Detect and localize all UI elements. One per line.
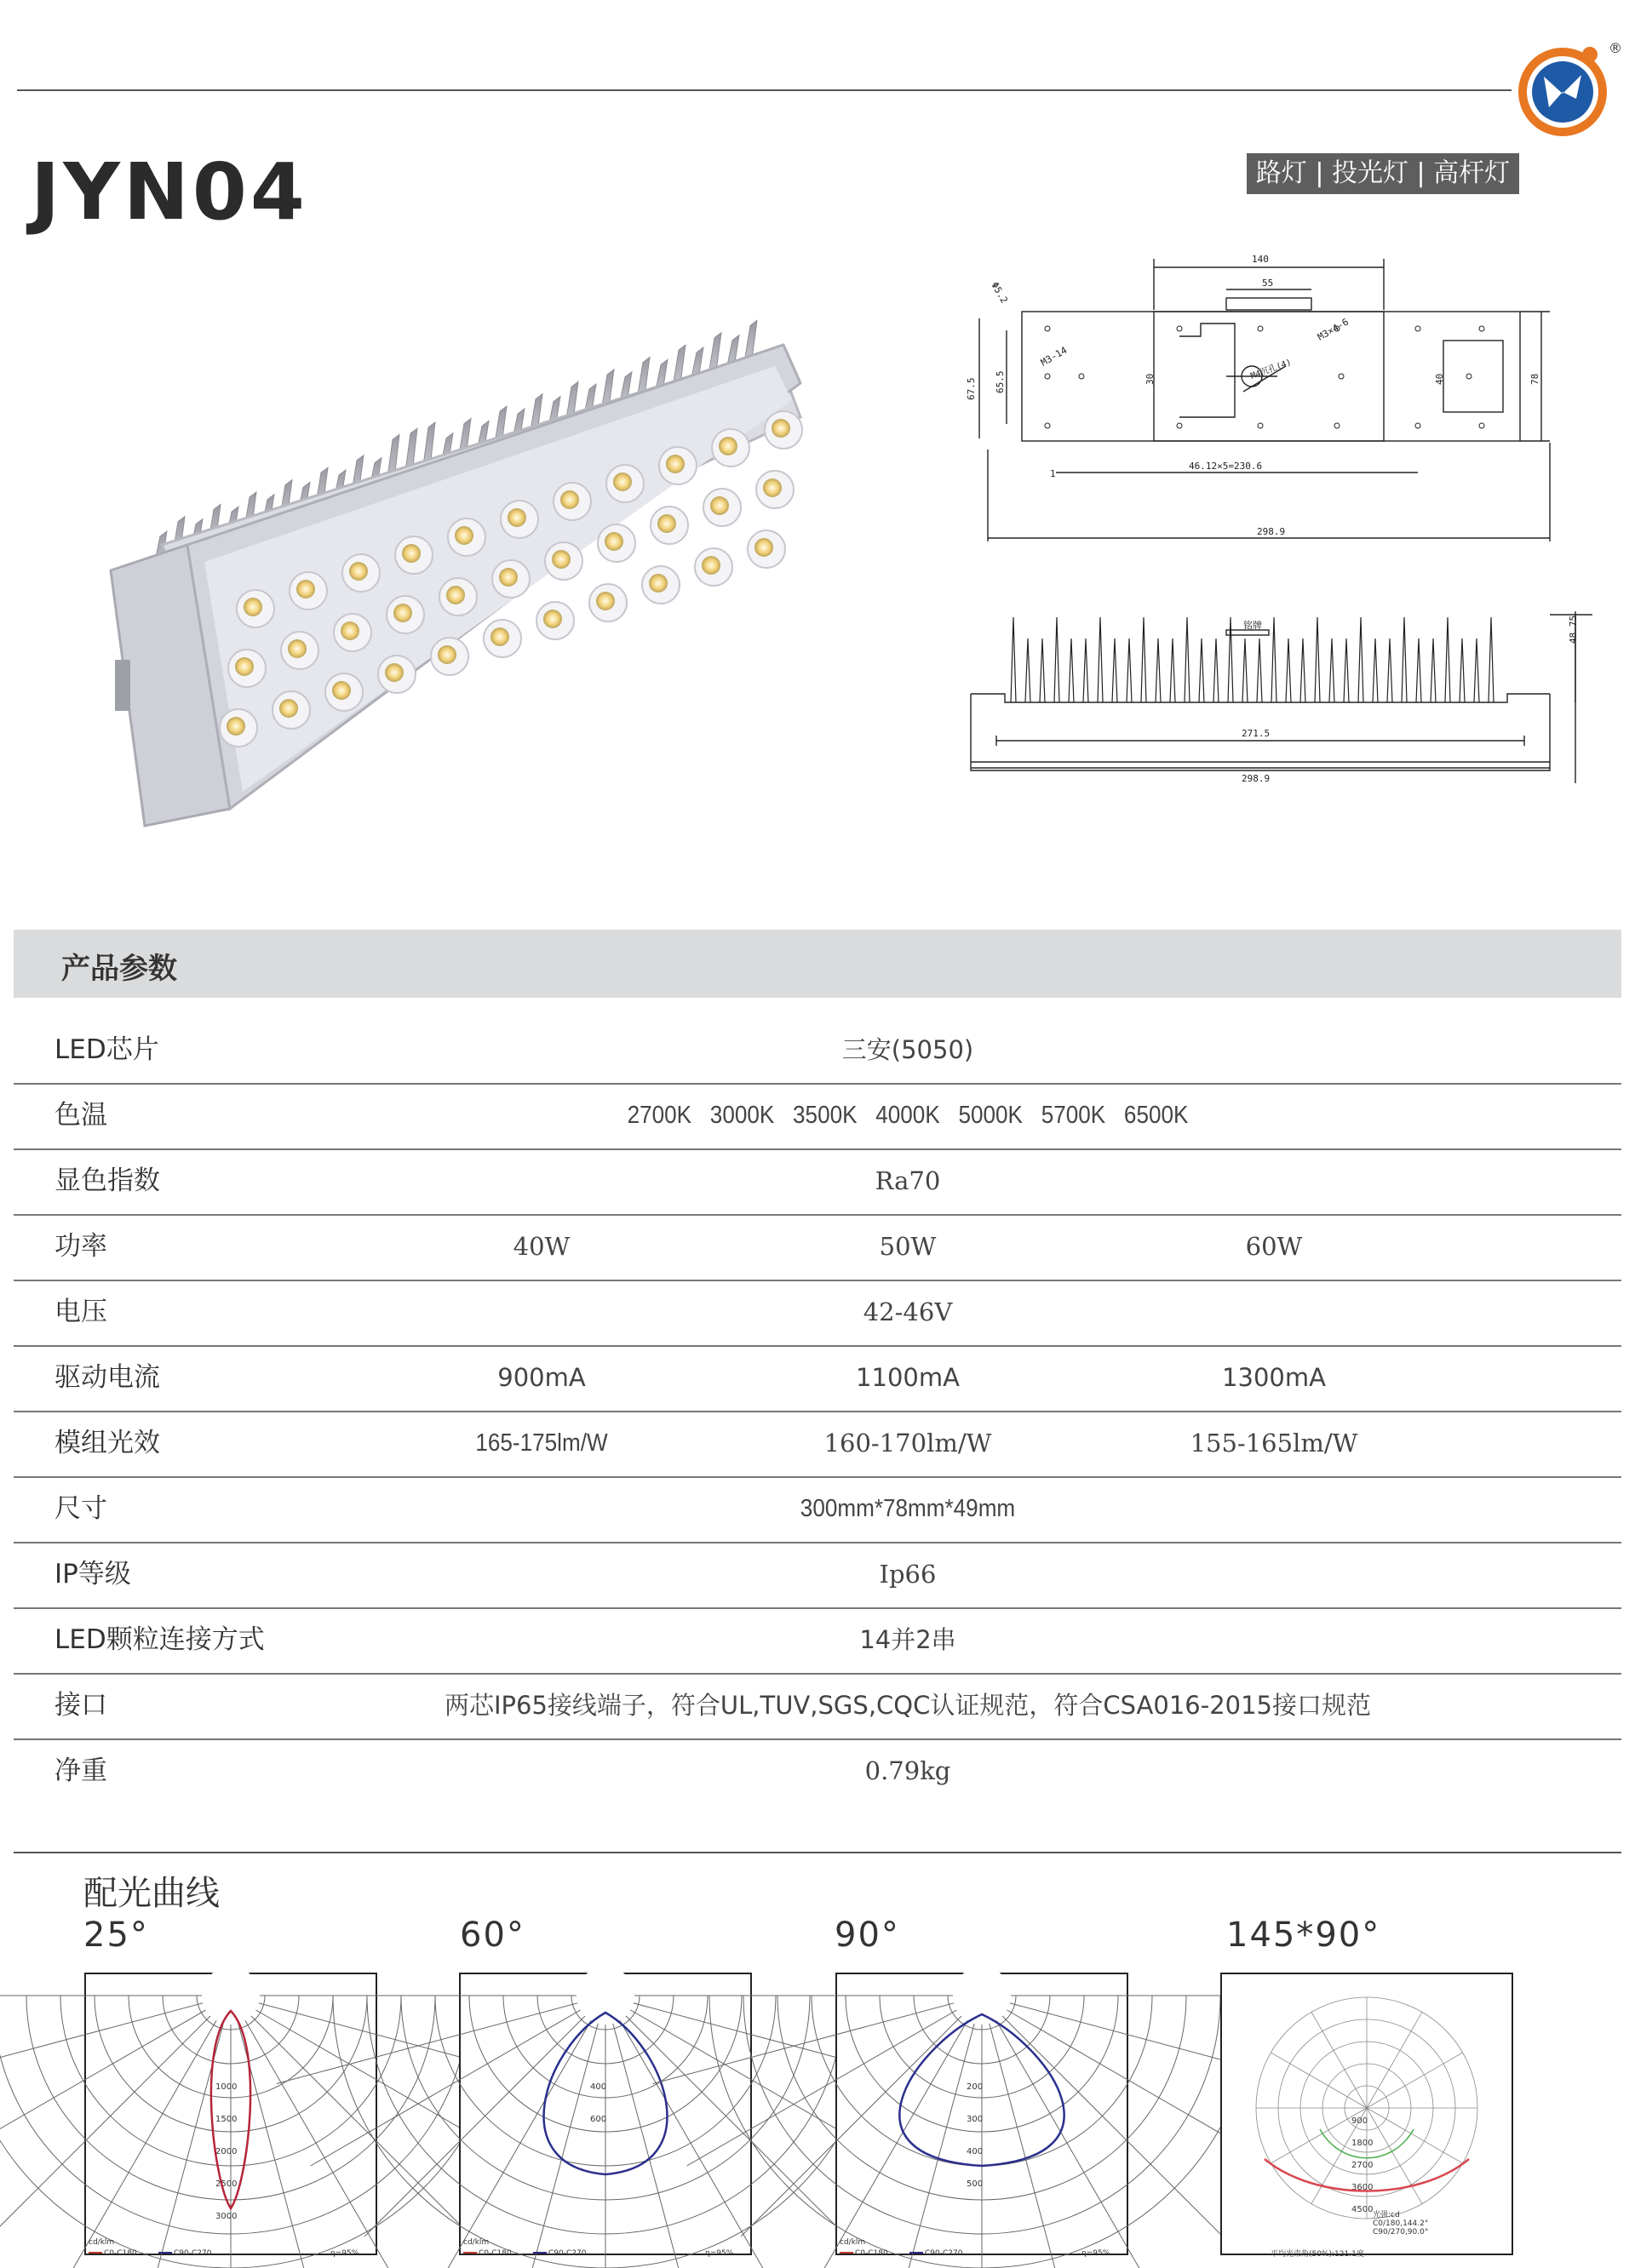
dim-1: 1 [1050,468,1056,479]
dim-655: 65.5 [995,370,1006,393]
param-row-size [14,1476,1621,1544]
params-header-band [14,930,1621,998]
legend-efficiency: η=95% [1081,2249,1110,2258]
led-chip [508,508,526,527]
param-label: 功率 [54,1231,107,1262]
param-value: 2700K 3000K 3500K 4000K 5000K 5700K 6500K [627,1102,1189,1129]
led-chip [666,455,685,473]
param-row-voltage [14,1280,1621,1347]
led-chip [455,526,473,545]
param-label: 显色指数 [54,1166,160,1196]
curves-title: 配光曲线 [83,1874,220,1913]
dim-m4-hole: M4沉孔(4) [1249,358,1294,381]
top-divider [17,89,1512,91]
legend-text: C90/270,90.0° [1373,2228,1429,2236]
param-value: 900mA [497,1363,586,1392]
param-value: Ip66 [879,1560,937,1589]
polar-chart-60 [458,1972,753,2263]
param-row-color-temp [14,1083,1621,1150]
led-chip [393,604,412,622]
param-label: LED颗粒连接方式 [54,1624,265,1655]
ring-label: 2000 [215,2147,238,2156]
param-value: 155-165lm/W [1190,1429,1358,1458]
param-label: 驱动电流 [54,1362,160,1393]
led-chip [754,538,773,557]
led-chip [446,586,465,604]
registered-mark: ® [1609,40,1622,56]
legend-efficiency: η=95% [705,2249,734,2258]
ring-label: 400 [590,2082,607,2092]
ring-label: 500 [967,2179,984,2189]
led-chip [772,419,790,438]
led-chip [490,627,509,646]
param-value: 160-170lm/W [823,1429,992,1458]
ring-label: 4500 [1351,2205,1374,2214]
param-value: 50W [879,1232,937,1261]
param-label: IP等级 [54,1559,131,1589]
dim-2989-top: 298.9 [1257,526,1286,537]
ring-label: 2500 [215,2179,238,2189]
ring-label: 600 [590,2115,607,2124]
dim-phi52: Φ5.2 [989,280,1010,306]
param-value: 1100mA [856,1363,960,1392]
param-value: 两芯IP65接线端子，符合UL,TUV,SGS,CQC认证规范，符合CSA016-2015接口规范 [444,1691,1372,1720]
led-chip [552,550,571,569]
ring-label: 3600 [1351,2183,1374,2192]
led-chip [596,592,615,610]
dim-55: 55 [1262,278,1274,289]
legend-efficiency: η=95% [330,2249,359,2258]
led-chip [613,472,632,491]
dim-40: 40 [1434,373,1445,385]
application-tags: 路灯 | 投光灯 | 高杆灯 [1247,153,1519,194]
param-row-connection [14,1607,1621,1675]
dim-m3-14: M3-14 [1039,344,1070,369]
param-row-weight [14,1738,1621,1804]
param-value: 300mm*78mm*49mm [800,1495,1016,1522]
technical-drawing-top-view [962,247,1558,553]
params-title: 产品参数 [61,952,177,986]
dim-m3x4-6: M3×4-6 [1316,316,1351,343]
dim-4875: 48.75 [1568,615,1579,644]
ring-label: 2700 [1351,2161,1374,2170]
dim-2715: 271.5 [1242,728,1271,739]
ring-label: 1800 [1351,2139,1374,2148]
param-value: 三安(5050) [841,1035,974,1064]
curve-angle-label: 90° [835,1916,900,1955]
led-chip [560,490,579,509]
param-label: LED芯片 [54,1034,159,1065]
led-chip [279,699,298,718]
led-chip [349,562,368,581]
legend-c90: C90-C270 [925,2249,963,2258]
ring-label: 1500 [215,2115,238,2124]
ring-label: 1000 [215,2082,238,2092]
legend-c90: C90-C270 [548,2249,587,2258]
ring-label: 3000 [215,2212,238,2221]
param-value: 165-175lm/W [475,1429,608,1457]
polar-chart-145x90 [1219,1972,1514,2263]
param-value: 14并2串 [859,1625,956,1654]
led-chip [341,621,359,640]
led-chip [710,496,729,515]
legend-text: 平均光束角(50%):121.1度 [1271,2250,1364,2259]
param-row-ip [14,1542,1621,1609]
curve-angle-label: 145*90° [1226,1916,1381,1955]
param-value: 40W [513,1232,571,1261]
dim-pitch: 46.12×5=230.6 [1189,461,1263,472]
param-row-cri [14,1148,1621,1216]
param-label: 接口 [54,1690,107,1721]
param-value: 60W [1245,1232,1303,1261]
dim-140: 140 [1252,254,1269,265]
led-chip [385,663,404,682]
param-label: 电压 [54,1297,107,1327]
param-label: 色温 [54,1100,107,1131]
brand-logo-icon [1510,32,1621,143]
led-chip [499,568,518,587]
param-label: 净重 [54,1755,107,1786]
led-chip [227,717,245,736]
ring-label: 900 [1351,2116,1368,2126]
ring-label: 300 [967,2115,984,2124]
led-chip [332,681,351,700]
param-row-efficacy [14,1411,1621,1478]
led-chip [543,610,562,628]
curves-divider [14,1852,1621,1853]
param-value: 1300mA [1222,1363,1326,1392]
legend-unit: cd/klm [89,2238,115,2247]
legend-unit: cd/klm [463,2238,490,2247]
model-title: JYN04 [31,146,308,238]
product-photo [60,315,818,834]
polar-chart-90 [835,1972,1129,2263]
dim-30: 30 [1144,373,1156,385]
ring-label: 200 [967,2082,984,2092]
led-chip [296,580,315,598]
led-chip [402,544,421,563]
param-value: Ra70 [875,1166,941,1195]
led-chip [235,657,254,676]
param-label: 模组光效 [54,1428,160,1458]
param-value: 0.79kg [864,1756,951,1785]
technical-drawing-side-view [962,596,1579,792]
led-chip [763,478,782,497]
dim-78: 78 [1529,373,1540,385]
legend-c90: C90-C270 [174,2249,212,2258]
legend-c0: C0-C180 [855,2249,888,2258]
led-chip [702,556,720,575]
ring-label: 400 [967,2147,984,2156]
led-chip [605,532,623,551]
dim-675: 67.5 [966,377,977,400]
led-chip [657,514,676,533]
legend-c0: C0-C180 [104,2249,137,2258]
curve-angle-label: 60° [460,1916,525,1955]
dim-2989-side: 298.9 [1242,773,1271,784]
curve-angle-label: 25° [83,1916,149,1955]
param-label: 尺寸 [54,1493,107,1524]
param-row-interface [14,1673,1621,1740]
param-row-power [14,1214,1621,1281]
legend-text: C0/180,144.2° [1373,2219,1429,2228]
param-row-led-chip [14,1017,1621,1085]
param-row-drive-current [14,1345,1621,1412]
legend-unit: cd/klm [840,2238,866,2247]
led-chip [244,598,262,616]
led-chip [649,574,668,593]
param-value: 42-46V [863,1297,953,1326]
legend-text: 光强:cd [1373,2211,1400,2219]
led-chip [719,437,737,455]
legend-c0: C0-C180 [479,2249,512,2258]
dim-nameplate: 铭牌 [1243,620,1262,631]
led-chip [438,645,456,664]
led-chip [288,639,307,658]
